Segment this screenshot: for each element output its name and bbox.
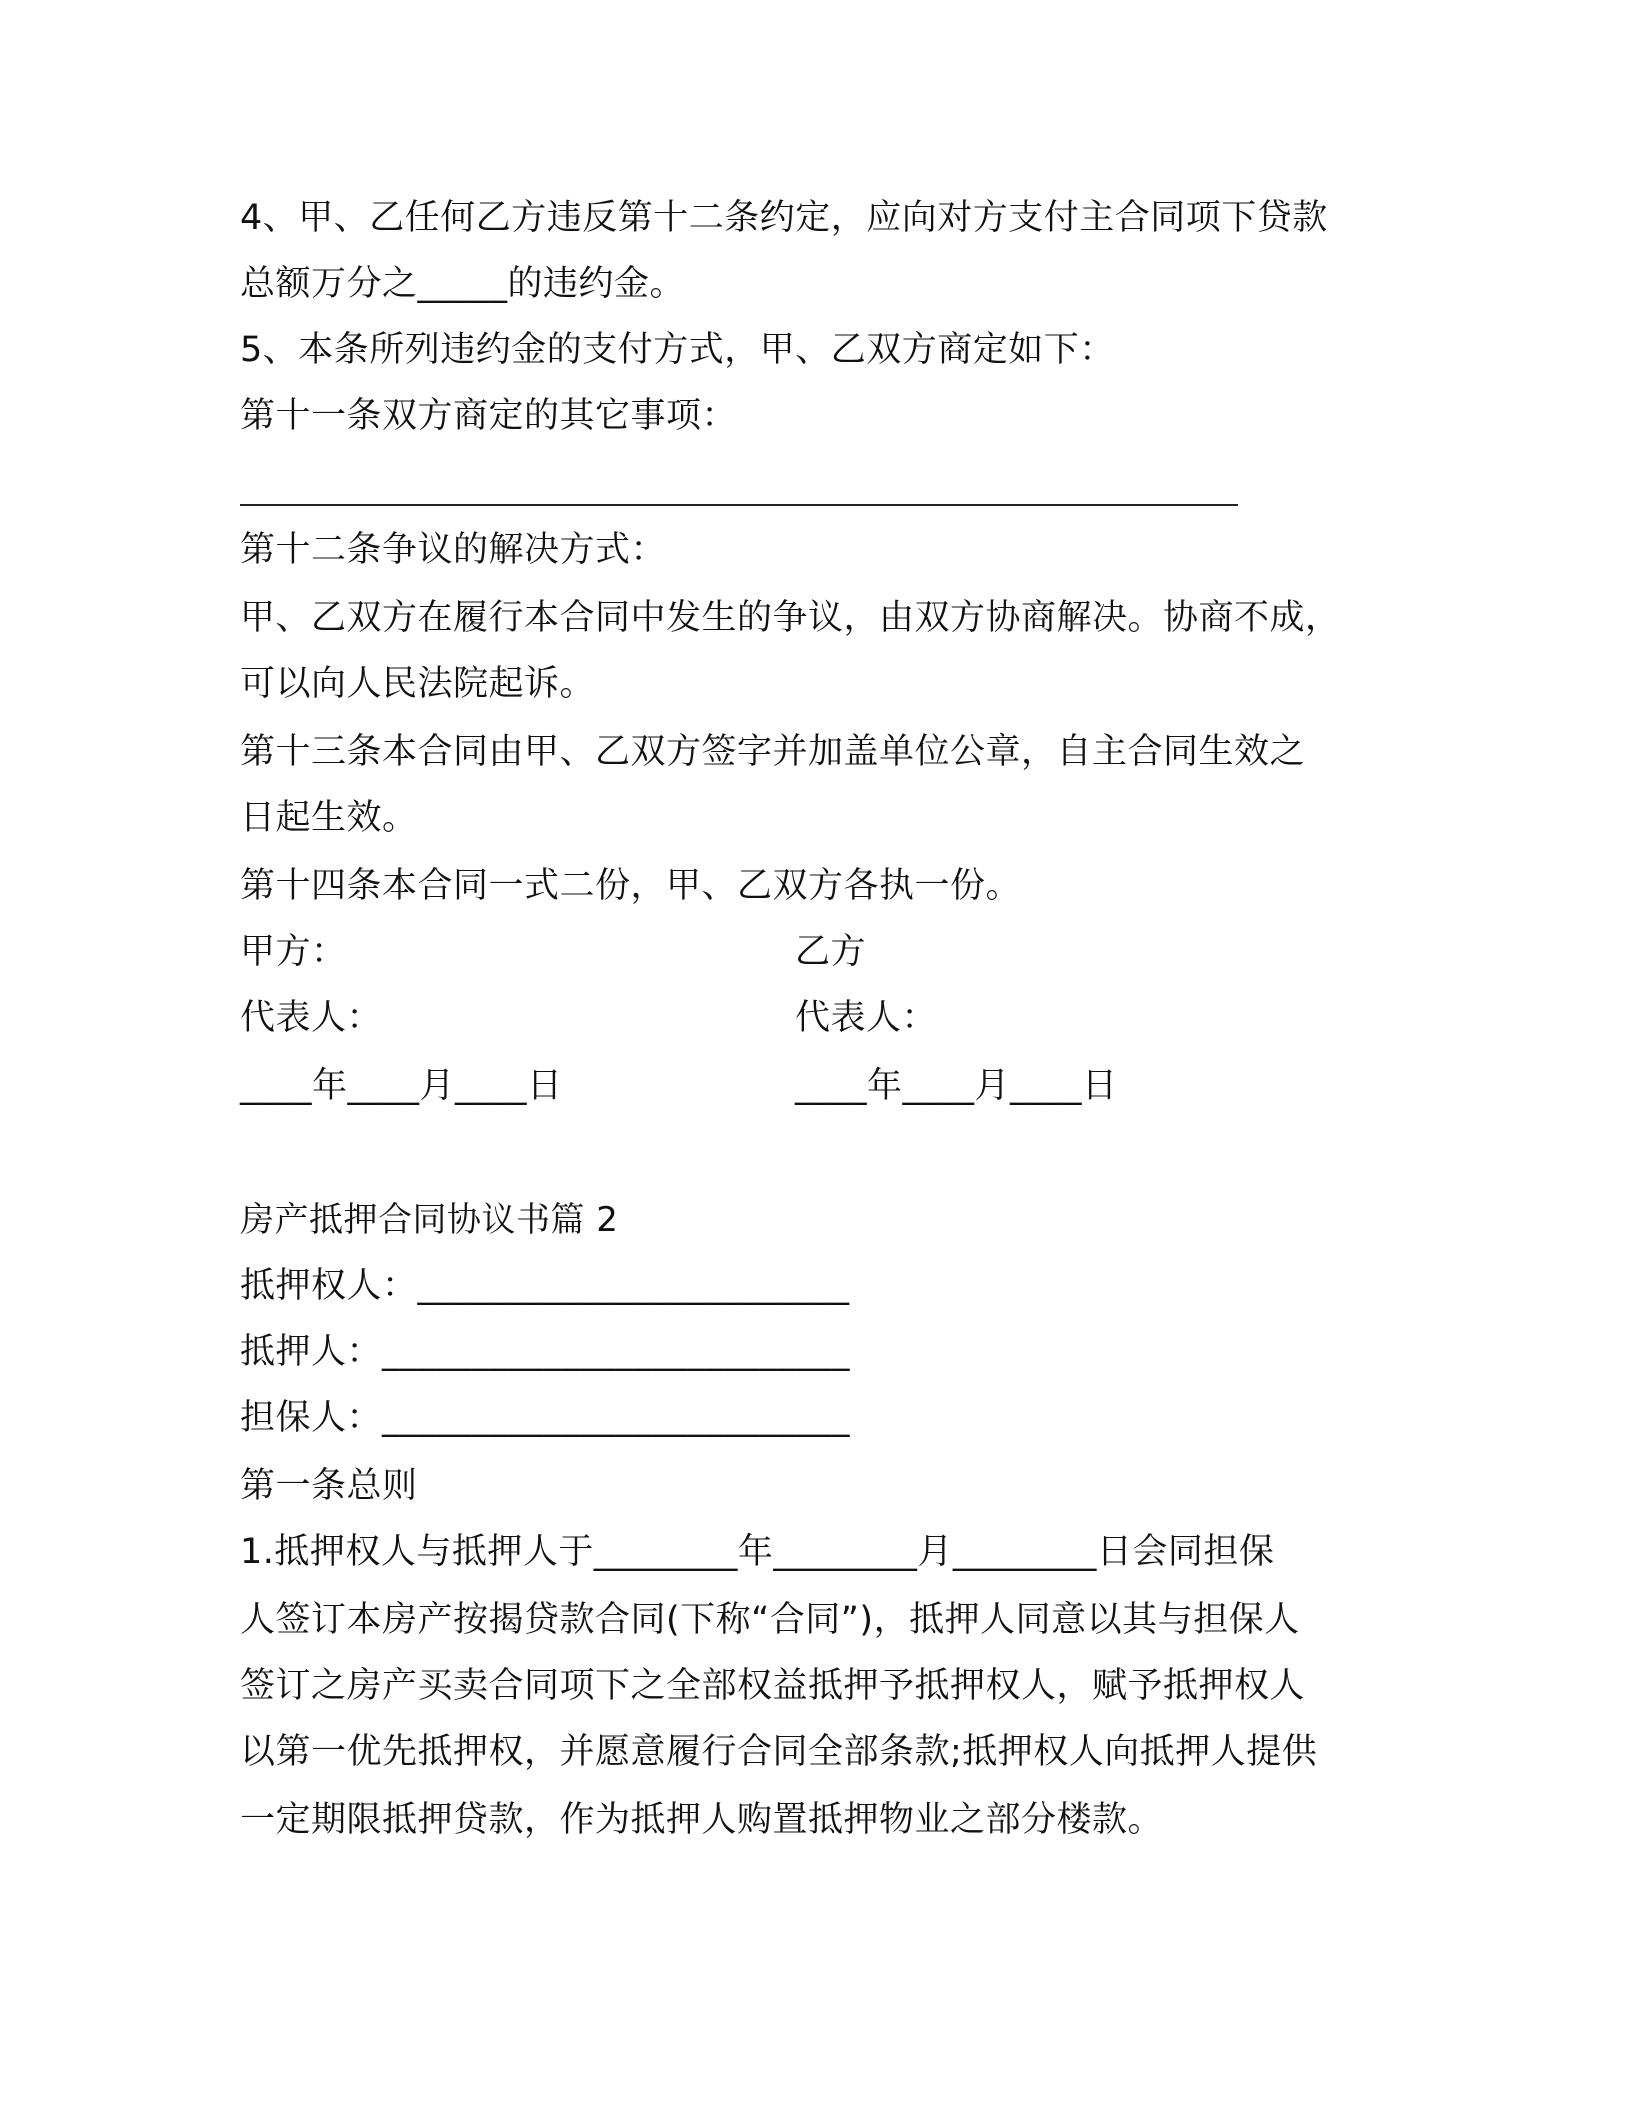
article1-heading: 第一条总则 — [240, 1466, 418, 1506]
representative-a-label: 代表人： — [240, 998, 383, 1038]
clause10-item5: 5、本条所列违约金的支付方式，甲、乙双方商定如下： — [240, 330, 1115, 370]
clause13-line1: 第十三条本合同由甲、乙双方签字并加盖单位公章，自主合同生效之 — [240, 732, 1306, 772]
date-a: ____年____月____日 — [240, 1066, 563, 1106]
clause11-heading: 第十一条双方商定的其它事项： — [240, 396, 738, 436]
article1-line1: 1.抵押权人与抵押人于________年________月________日会同担保 — [240, 1532, 1275, 1572]
clause14-line1: 第十四条本合同一式二份，甲、乙双方各执一份。 — [240, 866, 1022, 906]
section2-title: 房产抵押合同协议书篇 2 — [240, 1200, 619, 1240]
mortgagee-line: 抵押权人：________________________ — [240, 1266, 850, 1306]
article1-line4: 以第一优先抵押权，并愿意履行合同全部条款;抵押权人向抵押人提供 — [240, 1732, 1318, 1772]
clause10-item4-line1: 4、甲、乙任何乙方违反第十二条约定，应向对方支付主合同项下贷款 — [240, 198, 1328, 238]
blank-underline — [240, 504, 1238, 506]
clause12-text-line2: 可以向人民法院起诉。 — [240, 664, 596, 704]
mortgagor-line: 抵押人：__________________________ — [240, 1332, 851, 1372]
clause13-line2: 日起生效。 — [240, 798, 418, 838]
date-b: ____年____月____日 — [795, 1066, 1118, 1106]
article1-line2: 人签订本房产按揭贷款合同(下称“合同”)，抵押人同意以其与担保人 — [240, 1600, 1300, 1640]
article1-line5: 一定期限抵押贷款，作为抵押人购置抵押物业之部分楼款。 — [240, 1800, 1164, 1840]
clause12-text-line1: 甲、乙双方在履行本合同中发生的争议，由双方协商解决。协商不成， — [240, 598, 1341, 638]
representative-b-label: 代表人： — [795, 998, 938, 1038]
clause12-heading: 第十二条争议的解决方式： — [240, 530, 667, 570]
clause10-item4-line2: 总额万分之_____的违约金。 — [240, 264, 686, 304]
guarantor-line: 担保人：__________________________ — [240, 1398, 851, 1438]
article1-line3: 签订之房产买卖合同项下之全部权益抵押予抵押权人，赋予抵押权人 — [240, 1666, 1306, 1706]
party-a-label: 甲方： — [240, 932, 347, 972]
party-b-label: 乙方 — [795, 932, 867, 972]
